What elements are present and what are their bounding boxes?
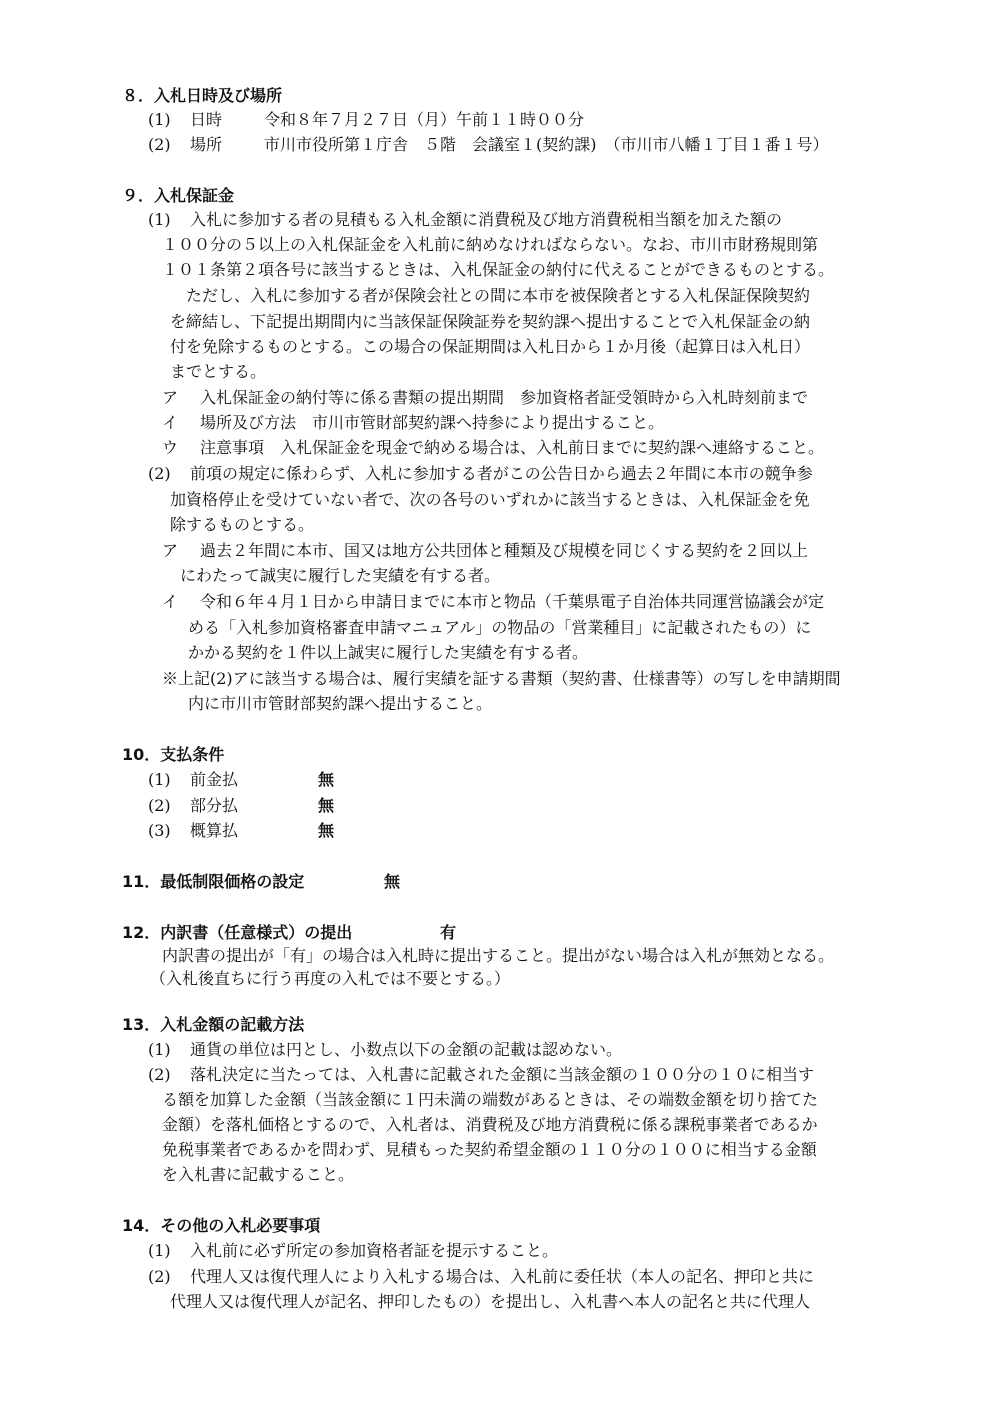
section-8-heading: ８．入札日時及び場所 <box>122 86 283 105</box>
paragraph-line: 付を免除するものとする。この場合の保証期間は入札日から１か月後（起算日は入札日） <box>170 337 811 356</box>
paragraph-line: 注意事項 入札保証金を現金で納める場合は、入札前日までに契約課へ連絡すること。 <box>200 438 825 457</box>
note-line: ※上記(2)アに該当する場合は、履行実績を証する書類（契約書、仕様書等）の写しを申請期間 <box>162 669 841 688</box>
section-13-heading: 13．入札金額の記載方法 <box>122 1015 305 1034</box>
paragraph-line: 前項の規定に係わらず、入札に参加する者がこの公告日から過去２年間に本市の競争参 <box>190 464 813 483</box>
bid-datetime: 令和８年７月２７日（月）午前１１時００分 <box>264 110 585 129</box>
paragraph-line: を入札書に記載すること。 <box>162 1165 355 1184</box>
item-kana: ア <box>162 388 179 407</box>
bid-location: 市川市役所第１庁舎 ５階 会議室１(契約課) （市川市八幡１丁目１番１号） <box>264 135 829 154</box>
paragraph-line: 入札保証金の納付等に係る書類の提出期間 参加資格者証受領時から入札時刻前まで <box>200 388 809 407</box>
item-number: (2) <box>148 1267 171 1286</box>
paragraph-line: 代理人又は復代理人が記名、押印したもの）を提出し、入札書へ本人の記名と共に代理人 <box>170 1292 811 1311</box>
paragraph-line: 落札決定に当たっては、入札書に記載された金額に当該金額の１００分の１０に相当す <box>190 1065 815 1084</box>
paragraph-line: １０１条第２項各号に該当するときは、入札保証金の納付に代えることができるものとする。 <box>162 260 835 279</box>
item-number: (1) <box>148 210 171 229</box>
item-value: 無 <box>318 821 335 840</box>
item-number: (2) <box>148 796 171 815</box>
item-number: (2) <box>148 1065 171 1084</box>
paragraph-line: 入札前に必ず所定の参加資格者証を提示すること。 <box>190 1241 559 1260</box>
item-value: 無 <box>318 796 335 815</box>
item-value: 無 <box>318 770 335 789</box>
paragraph-line: 過去２年間に本市、国又は地方公共団体と種類及び規模を同じくする契約を２回以上 <box>200 541 809 560</box>
item-value: 有 <box>440 923 457 942</box>
item-number: (2) <box>148 464 171 483</box>
section-14-heading: 14．その他の入札必要事項 <box>122 1216 321 1235</box>
item-label: 部分払 <box>190 796 239 815</box>
paragraph-line: 金額）を落札価格とするので、入札者は、消費税及び地方消費税に係る課税事業者であるか <box>162 1115 818 1134</box>
item-number: (1) <box>148 1241 171 1260</box>
item-number: (1) <box>148 110 171 129</box>
paragraph-line: 入札に参加する者の見積もる入札金額に消費税及び地方消費税相当額を加えた額の <box>190 210 783 229</box>
paragraph-line: る額を加算した金額（当該金額に１円未満の端数があるときは、その端数金額を切り捨てた <box>162 1090 819 1109</box>
item-label: 日時 <box>190 110 223 129</box>
item-number: (1) <box>148 1040 171 1059</box>
section-9-heading: ９．入札保証金 <box>122 186 235 205</box>
paragraph-line: （入札後直ちに行う再度の入札では不要とする。） <box>150 969 511 988</box>
paragraph-line: 場所及び方法 市川市管財部契約課へ持参により提出すること。 <box>200 413 665 432</box>
paragraph-line: める「入札参加資格審査申請マニュアル」の物品の「営業種目」に記載されたもの）に <box>188 618 812 637</box>
item-label: 場所 <box>190 135 223 154</box>
paragraph-line: ただし、入札に参加する者が保険会社との間に本市を被保険者とする入札保証保険契約 <box>186 286 811 305</box>
item-label: 前金払 <box>190 770 239 789</box>
paragraph-line: 通貨の単位は円とし、小数点以下の金額の記載は認めない。 <box>190 1040 623 1059</box>
paragraph-line: 代理人又は復代理人により入札する場合は、入札前に委任状（本人の記名、押印と共に <box>190 1267 815 1286</box>
item-number: (2) <box>148 135 171 154</box>
item-label: 概算払 <box>190 821 239 840</box>
item-number: (1) <box>148 770 171 789</box>
paragraph-line: にわたって誠実に履行した実績を有する者。 <box>180 566 501 585</box>
paragraph-line: 内訳書の提出が「有」の場合は入札時に提出すること。提出がない場合は入札が無効となる。 <box>162 946 835 965</box>
paragraph-line: 免税事業者であるかを問わず、見積もった契約希望金額の１１０分の１００に相当する金額 <box>162 1140 817 1159</box>
paragraph-line: までとする。 <box>170 362 267 381</box>
paragraph-line: 加資格停止を受けていない者で、次の各号のいずれかに該当するときは、入札保証金を免 <box>170 490 810 509</box>
item-value: 無 <box>384 872 401 891</box>
item-kana: ウ <box>162 438 179 457</box>
item-kana: イ <box>162 592 179 611</box>
item-number: (3) <box>148 821 171 840</box>
note-line: 内に市川市管財部契約課へ提出すること。 <box>188 694 493 713</box>
section-10-heading: 10．支払条件 <box>122 745 225 764</box>
item-kana: イ <box>162 413 179 432</box>
paragraph-line: 令和６年４月１日から申請日までに本市と物品（千葉県電子自治体共同運営協議会が定 <box>200 592 825 611</box>
paragraph-line: １００分の５以上の入札保証金を入札前に納めなければならない。なお、市川市財務規則第 <box>162 235 819 254</box>
item-kana: ア <box>162 541 179 560</box>
paragraph-line: を締結し、下記提出期間内に当該保証保険証券を契約課へ提出することで入札保証金の納 <box>170 312 811 331</box>
paragraph-line: 除するものとする。 <box>170 515 315 534</box>
section-11-heading: 11．最低制限価格の設定 <box>122 872 305 891</box>
paragraph-line: かかる契約を１件以上誠実に履行した実績を有する者。 <box>188 643 589 662</box>
section-12-heading: 12．内訳書（任意様式）の提出 <box>122 923 353 942</box>
